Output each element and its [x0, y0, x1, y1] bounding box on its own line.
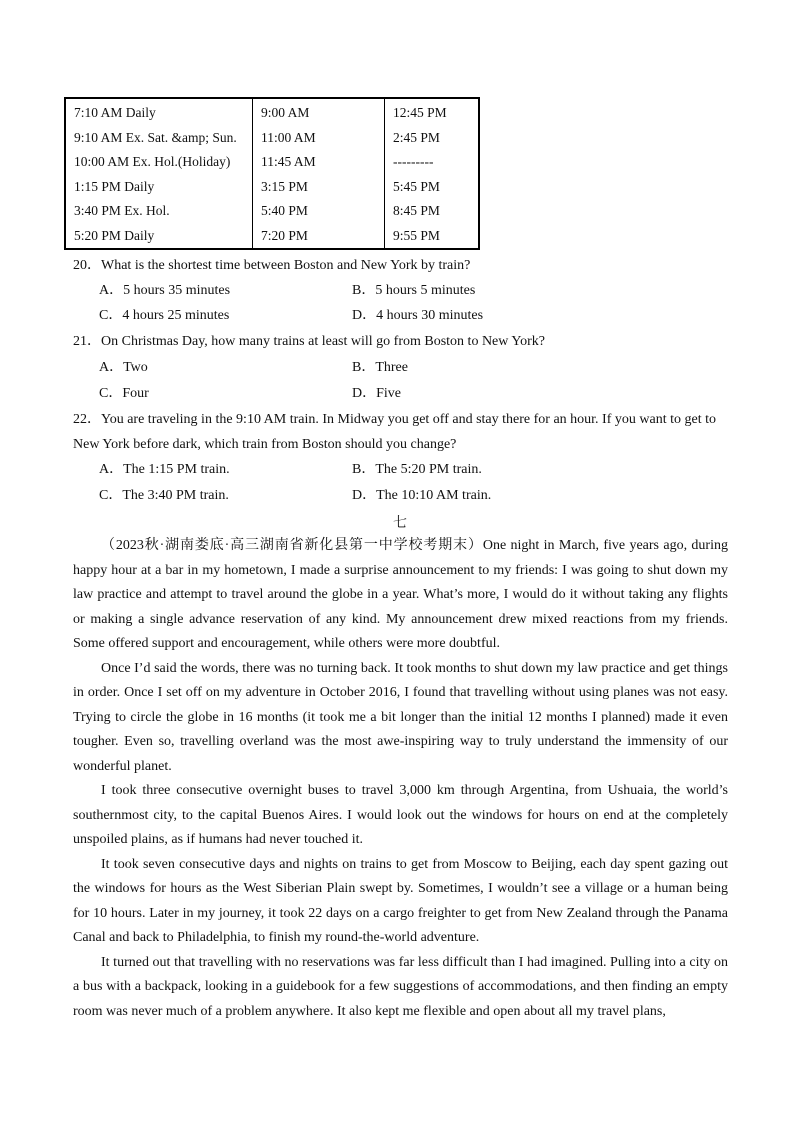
question-21-stem: 21．On Christmas Day, how many trains at least will go from Boston to New York? — [73, 334, 545, 349]
table-row — [65, 150, 479, 175]
question-22-option-c: C．The 3:40 PM train. — [99, 488, 229, 503]
question-21-option-b: B．Three — [352, 360, 408, 375]
question-21-option-d: D．Five — [352, 386, 401, 401]
question-20-option-b: B．5 hours 5 minutes — [352, 283, 476, 298]
table-cell: 5:45 PM — [385, 175, 480, 200]
passage-paragraph — [73, 534, 728, 657]
table-cell: 3:15 PM — [253, 175, 385, 200]
passage-source: （2023秋·湖南娄底·高三湖南省新化县第一中学校考期末） — [101, 538, 483, 553]
table-row — [65, 199, 479, 224]
table-row — [65, 126, 479, 151]
table-cell: 1:15 PM Daily — [65, 175, 253, 200]
table-cell: --------- — [385, 150, 480, 175]
table-cell: 11:45 AM — [253, 150, 385, 175]
question-21-option-c: C．Four — [99, 386, 149, 401]
table-row — [65, 175, 479, 200]
table-cell: 9:55 PM — [385, 224, 480, 250]
passage-paragraph: I took three consecutive overnight buses to travel 3,000 km through Argentina, from Ushuaia, the world’s southernmost city, to the capital Buenos Aires. I would look out the windows for hours on end at the completely unspoiled plains, as if humans had never touched it. — [73, 783, 728, 847]
passage-paragraph-text: One night in March, five years ago, during happy hour at a bar in my hometown, I made a surprise announcement to my friends: I was going to shut down my law practice and attempt to travel around the globe in a year. What’s more, I would do it without taking any flights or making a single advance reservation of any kind. My announcement drew mixed reactions from my friends. Some offered support and encouragement, while others were more doubtful. — [73, 538, 728, 651]
question-21-option-a: A．Two — [99, 360, 148, 375]
table-row — [65, 98, 479, 126]
table-cell: 11:00 AM — [253, 126, 385, 151]
table-cell: 7:10 AM Daily — [65, 98, 253, 126]
table-cell: 7:20 PM — [253, 224, 385, 250]
table-cell: 10:00 AM Ex. Hol.(Holiday) — [65, 150, 253, 175]
table-cell: 2:45 PM — [385, 126, 480, 151]
question-22-stem-line2: New York before dark, which train from Boston should you change? — [73, 437, 457, 452]
question-22-option-a: A．The 1:15 PM train. — [99, 462, 230, 477]
table-cell: 9:10 AM Ex. Sat. &amp; Sun. — [65, 126, 253, 151]
passage-paragraph: Once I’d said the words, there was no turning back. It took months to shut down my law practice and get things in order. Once I set off on my adventure in October 2016, I found that travelling without using planes was not easy. Trying to circle the globe in 16 months (it took me a bit longer than the initial 12 months I planned) made it even tougher. Even so, travelling overland was the most awe-inspiring way to truly understand the immensity of our wonderful planet. — [73, 660, 728, 774]
question-22-stem-line1: 22．You are traveling in the 9:10 AM train. In Midway you get off and stay there for an hour. If you want to get to — [73, 412, 716, 427]
question-20-option-c: C．4 hours 25 minutes — [99, 308, 230, 323]
passage-paragraph: It turned out that travelling with no reservations was far less difficult than I had imagined. Pulling into a city on a bus with a backpack, looking in a guidebook for a few suggestions of accommodations, and then finding an empty room was never much of a problem anywhere. It also kept me flexible and open about all my travel plans, — [73, 954, 728, 1019]
reading-passage — [73, 534, 728, 1024]
question-20-stem: 20．What is the shortest time between Boston and New York by train? — [73, 258, 471, 273]
table-cell: 5:20 PM Daily — [65, 224, 253, 250]
question-20-option-a: A．5 hours 35 minutes — [99, 283, 231, 298]
table-cell: 8:45 PM — [385, 199, 480, 224]
table-cell: 12:45 PM — [385, 98, 480, 126]
section-heading: 七 — [393, 516, 407, 531]
question-20-option-d: D．4 hours 30 minutes — [352, 308, 484, 323]
table-cell: 3:40 PM Ex. Hol. — [65, 199, 253, 224]
table-cell: 9:00 AM — [253, 98, 385, 126]
passage-paragraph: It took seven consecutive days and nights on trains to get from Moscow to Beijing, each day spent gazing out the windows for hours as the West Siberian Plain swept by. Sometimes, I wouldn’t see a village or a human being for 10 hours. Later in my journey, it took 22 days on a cargo freighter to get from New Zealand through the Panama Canal and back to Philadelphia, to finish my round-the-world adventure. — [73, 856, 728, 945]
question-22-option-d: D．The 10:10 AM train. — [352, 488, 492, 503]
question-22-option-b: B．The 5:20 PM train. — [352, 462, 482, 477]
table-cell: 5:40 PM — [253, 199, 385, 224]
train-timetable — [64, 97, 480, 250]
table-row — [65, 224, 479, 250]
